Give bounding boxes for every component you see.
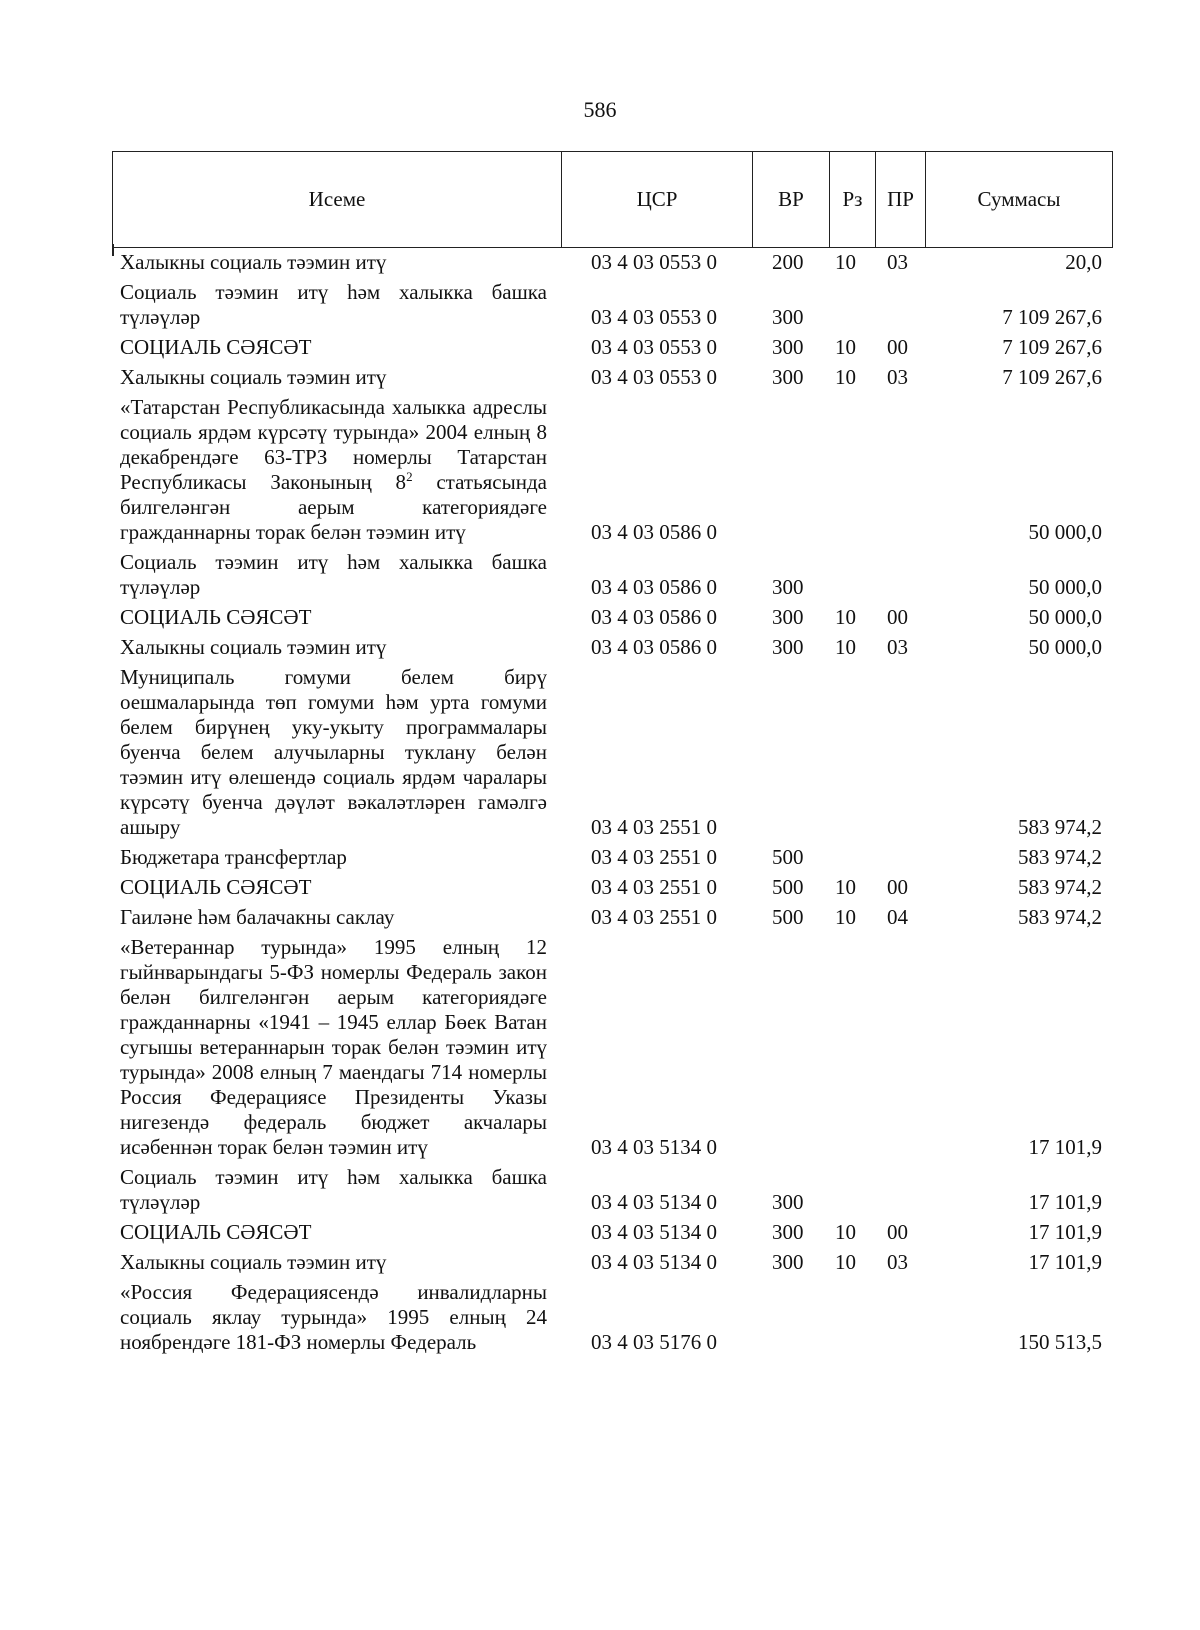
column-header-name: Исеме (113, 152, 562, 248)
cell-vr: 300 (772, 1220, 804, 1244)
cell-pr: 03 (887, 250, 908, 274)
cell-rz: 10 (835, 365, 856, 389)
table-row (112, 875, 1112, 905)
column-header-vr: ВР (753, 152, 830, 248)
cell-name: Халыкны социаль тәэмин итү (120, 635, 387, 659)
cell-name: Социаль тәэмин итү һәм халыкка башка түләүләр (120, 1165, 547, 1214)
cell-rz: 10 (835, 1250, 856, 1274)
cell-name: Муниципаль гомуми белем бирү оешмаларында төп гомуми һәм урта гомуми белем бирүнең уку-укыту программалары буенча белем алучыларны туклану белән тәэмин итү өлешендә социаль ярдәм чаралары күрсәтү буенча дәүләт вәкаләтләрен гамәлгә ашыру (120, 665, 547, 839)
cell-sum: 7 109 267,6 (1002, 365, 1102, 389)
cell-name (112, 395, 561, 550)
cell-csr: 03 4 03 5176 0 (591, 1330, 717, 1354)
cell-csr: 03 4 03 0586 0 (591, 520, 717, 544)
cell-csr: 03 4 03 2551 0 (591, 845, 717, 869)
table-row (112, 665, 1112, 845)
cell-csr: 03 4 03 0553 0 (591, 335, 717, 359)
cell-rz: 10 (835, 250, 856, 274)
cell-sum: 50 000,0 (1028, 635, 1102, 659)
cell-rz: 10 (835, 335, 856, 359)
cell-name: Халыкны социаль тәэмин итү (120, 1250, 387, 1274)
column-header-csr: ЦСР (562, 152, 753, 248)
table-row (112, 935, 1112, 1165)
cell-pr (875, 280, 925, 335)
column-header-rz: Рз (830, 152, 876, 248)
table-row (112, 250, 1112, 280)
cell-name: СОЦИАЛЬ СӘЯСӘТ (120, 875, 312, 899)
name-text: «Татарстан Республикасында халыкка адреслы социаль ярдәм күрсәтү турында» 2004 елның 8 декабрендәге 63-ТРЗ номерлы Татарстан Республикасы Законының 8 (120, 395, 547, 494)
table-row (112, 635, 1112, 665)
table-row (112, 395, 1112, 550)
cell-pr: 00 (887, 1220, 908, 1244)
cell-rz (829, 1165, 875, 1220)
table-row (112, 1280, 1112, 1360)
cell-pr (875, 395, 925, 550)
cell-vr (752, 935, 829, 1165)
table-row (112, 1220, 1112, 1250)
cell-sum: 17 101,9 (1028, 1250, 1102, 1274)
table-body (112, 250, 1112, 1360)
cell-pr (875, 1165, 925, 1220)
cell-pr: 00 (887, 335, 908, 359)
cell-vr: 500 (772, 905, 804, 929)
cell-rz (829, 395, 875, 550)
cell-sum: 50 000,0 (1028, 575, 1102, 599)
cell-sum: 150 513,5 (1018, 1330, 1102, 1354)
cell-pr (875, 845, 925, 875)
cell-sum: 50 000,0 (1028, 520, 1102, 544)
cell-sum: 17 101,9 (1028, 1220, 1102, 1244)
cell-csr: 03 4 03 2551 0 (591, 905, 717, 929)
cell-pr: 04 (887, 905, 908, 929)
cell-sum: 17 101,9 (1028, 1190, 1102, 1214)
superscript: 2 (406, 469, 413, 484)
cell-vr: 300 (772, 1250, 804, 1274)
cell-csr: 03 4 03 2551 0 (591, 815, 717, 839)
cell-rz (829, 1280, 875, 1360)
cell-name: Социаль тәэмин итү һәм халыкка башка түләүләр (120, 280, 547, 329)
table-row (112, 1250, 1112, 1280)
cell-rz (829, 550, 875, 605)
cell-sum: 583 974,2 (1018, 815, 1102, 839)
cell-rz (829, 845, 875, 875)
cell-name: «Россия Федерациясендә инвалидларны социаль яклау турында» 1995 елның 24 ноябрендәге 181-ФЗ номерлы Федераль (120, 1280, 547, 1354)
cell-rz (829, 280, 875, 335)
cell-pr: 03 (887, 1250, 908, 1274)
table-row (112, 905, 1112, 935)
table-row (112, 845, 1112, 875)
column-header-sum: Суммасы (926, 152, 1113, 248)
cell-pr: 00 (887, 605, 908, 629)
cell-name: СОЦИАЛЬ СӘЯСӘТ (120, 605, 312, 629)
table-row (112, 280, 1112, 335)
cell-rz: 10 (835, 875, 856, 899)
cell-vr: 300 (772, 605, 804, 629)
cell-csr: 03 4 03 0553 0 (591, 305, 717, 329)
cell-rz: 10 (835, 1220, 856, 1244)
cell-csr: 03 4 03 5134 0 (591, 1220, 717, 1244)
cell-csr: 03 4 03 5134 0 (591, 1250, 717, 1274)
cell-sum: 583 974,2 (1018, 905, 1102, 929)
cell-sum: 17 101,9 (1028, 1135, 1102, 1159)
cell-name: Халыкны социаль тәэмин итү (120, 250, 387, 274)
table-row (112, 335, 1112, 365)
cell-vr (752, 1280, 829, 1360)
cell-name: СОЦИАЛЬ СӘЯСӘТ (120, 335, 312, 359)
cell-name: СОЦИАЛЬ СӘЯСӘТ (120, 1220, 312, 1244)
cell-sum: 20,0 (1065, 250, 1102, 274)
cell-rz: 10 (835, 635, 856, 659)
cell-vr: 200 (772, 250, 804, 274)
cell-vr (752, 665, 829, 845)
cell-pr: 00 (887, 875, 908, 899)
cell-name: Бюджетара трансфертлар (120, 845, 347, 869)
table-row (112, 365, 1112, 395)
cell-csr: 03 4 03 0553 0 (591, 365, 717, 389)
cell-sum: 7 109 267,6 (1002, 305, 1102, 329)
name-text: статьясында билгеләнгән аерым категориядәге гражданнарны торак белән тәэмин итү (120, 470, 547, 544)
cell-vr: 300 (772, 335, 804, 359)
cell-rz: 10 (835, 605, 856, 629)
cell-sum: 583 974,2 (1018, 845, 1102, 869)
cell-name: Социаль тәэмин итү һәм халыкка башка түләүләр (120, 550, 547, 599)
cell-csr: 03 4 03 0586 0 (591, 635, 717, 659)
cell-csr: 03 4 03 2551 0 (591, 875, 717, 899)
table-row (112, 550, 1112, 605)
cell-vr: 300 (772, 575, 804, 599)
cell-vr: 500 (772, 875, 804, 899)
cell-pr (875, 550, 925, 605)
table-row (112, 1165, 1112, 1220)
cell-sum: 7 109 267,6 (1002, 335, 1102, 359)
budget-table (112, 250, 1112, 1360)
cell-vr: 300 (772, 635, 804, 659)
cell-pr: 03 (887, 365, 908, 389)
table-header (112, 151, 1113, 248)
cell-vr: 500 (772, 845, 804, 869)
cell-pr: 03 (887, 635, 908, 659)
table-row (112, 605, 1112, 635)
page-number: 586 (583, 97, 617, 122)
cell-csr: 03 4 03 0586 0 (591, 575, 717, 599)
cell-rz (829, 665, 875, 845)
cell-sum: 50 000,0 (1028, 605, 1102, 629)
cell-pr (875, 665, 925, 845)
cell-csr: 03 4 03 5134 0 (591, 1190, 717, 1214)
cell-csr: 03 4 03 0586 0 (591, 605, 717, 629)
cell-name: Халыкны социаль тәэмин итү (120, 365, 387, 389)
cell-rz: 10 (835, 905, 856, 929)
cell-vr: 300 (772, 305, 804, 329)
cell-rz (829, 935, 875, 1165)
cell-csr: 03 4 03 5134 0 (591, 1135, 717, 1159)
cell-pr (875, 935, 925, 1165)
cell-vr: 300 (772, 365, 804, 389)
column-header-pr: ПР (876, 152, 926, 248)
cell-pr (875, 1280, 925, 1360)
cell-sum: 583 974,2 (1018, 875, 1102, 899)
cell-vr (752, 395, 829, 550)
cell-csr: 03 4 03 0553 0 (591, 250, 717, 274)
cell-name: «Ветераннар турында» 1995 елның 12 гыйнварындагы 5-ФЗ номерлы Федераль закон белән билгеләнгән аерым категориядәге гражданнарны «1941 – 1945 еллар Бөек Ватан сугышы ветераннарын торак белән тәэмин итү турында» 2008 елның 7 маендагы 714 номерлы Россия Федерациясе Президенты Указы нигезендә федераль бюджет акчалары исәбеннән торак белән тәэмин итү (120, 935, 547, 1159)
cell-name: Гаиләне һәм балачакны саклау (120, 905, 395, 929)
cell-vr: 300 (772, 1190, 804, 1214)
